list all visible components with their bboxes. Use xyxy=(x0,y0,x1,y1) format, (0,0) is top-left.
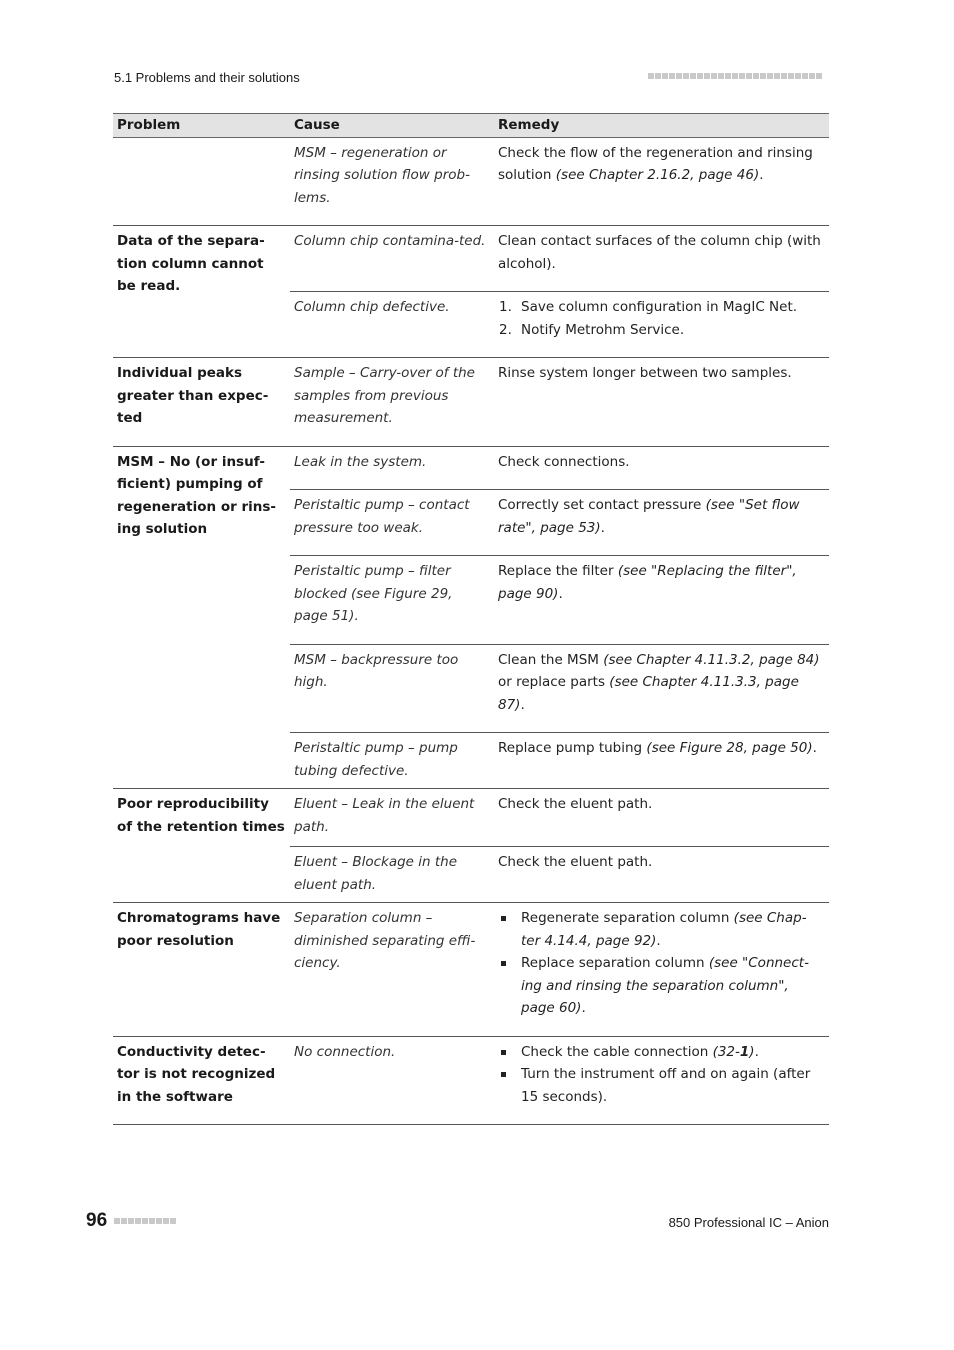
cause-cell: No connection. xyxy=(290,1036,494,1125)
cause-cell: Peristaltic pump – filter blocked (see Figure 29, page 51). xyxy=(290,556,494,645)
remedy-cell: Check the eluent path. xyxy=(494,789,829,847)
remedy-cell: Replace pump tubing (see Figure 28, page 50). xyxy=(494,733,829,789)
remedy-cell: Clean contact surfaces of the column chip (with alcohol). xyxy=(494,226,829,292)
bullet-list xyxy=(498,1041,825,1109)
problem-cell: Conductivity detec-tor is not recognized in the software xyxy=(113,1036,290,1125)
cause-cell: Eluent – Blockage in the eluent path. xyxy=(290,847,494,903)
list-item: Turn the instrument off and on again (after 15 seconds). xyxy=(498,1063,825,1108)
problem-cell: MSM – No (or insuf-ficient) pumping of regeneration or rins-ing solution xyxy=(113,446,290,789)
cross-reference: (see Chapter 4.11.3.2, page 84) xyxy=(603,651,820,668)
header-remedy: Remedy xyxy=(494,114,829,138)
list-item: Check the cable connection (32-1). xyxy=(498,1041,825,1064)
problem-cell xyxy=(113,137,290,226)
cross-reference: (see "Connect-ing and rinsing the separation column", page 60) xyxy=(521,955,809,1016)
list-item: Replace separation column (see "Connect-ing and rinsing the separation column", page 60). xyxy=(498,952,825,1020)
remedy-cell: Check the flow of the regeneration and rinsing solution (see Chapter 2.16.2, page 46). xyxy=(494,137,829,226)
table-row xyxy=(113,226,829,292)
table-row xyxy=(113,903,829,1037)
cross-reference: (see Chap-ter 4.14.4, page 92) xyxy=(521,910,807,949)
table-row xyxy=(113,446,829,490)
table-row xyxy=(113,358,829,447)
remedy-cell: Check connections. xyxy=(494,446,829,490)
cause-cell: Peristaltic pump – contact pressure too weak. xyxy=(290,490,494,556)
table-row xyxy=(113,789,829,847)
cross-reference: (see Chapter 4.11.3.3, page 87) xyxy=(498,674,799,713)
problem-cell: Individual peaks greater than expec-ted xyxy=(113,358,290,447)
header-decoration xyxy=(648,73,822,79)
problem-cell: Chromatograms have poor resolution xyxy=(113,903,290,1037)
problem-cell: Poor reproducibility of the retention times xyxy=(113,789,290,903)
product-name: 850 Professional IC – Anion xyxy=(668,1215,829,1230)
numbered-list xyxy=(498,296,825,341)
remedy-cell: Rinse system longer between two samples. xyxy=(494,358,829,447)
list-item: 1. Save column configuration in MagIC Net. xyxy=(499,299,798,315)
cross-reference: (see Figure 28, page 50) xyxy=(646,740,813,756)
cause-cell: Eluent – Leak in the eluent path. xyxy=(290,789,494,847)
header-problem: Problem xyxy=(113,114,290,138)
cause-cell: Peristaltic pump – pump tubing defective. xyxy=(290,733,494,789)
header-cause: Cause xyxy=(290,114,494,138)
cause-cell: MSM – regeneration or rinsing solution flow prob-lems. xyxy=(290,137,494,226)
remedy-cell: Replace the filter (see "Replacing the filter", page 90). xyxy=(494,556,829,645)
list-item: 2. Notify Metrohm Service. xyxy=(499,321,685,338)
remedy-cell xyxy=(494,292,829,358)
remedy-cell xyxy=(494,1036,829,1125)
remedy-cell: Clean the MSM (see Chapter 4.11.3.2, page 84) or replace parts (see Chapter 4.11.3.3, page 87). xyxy=(494,644,829,733)
remedy-cell xyxy=(494,903,829,1037)
cause-cell: Column chip contamina-ted. xyxy=(290,226,494,292)
callout-number: 1 xyxy=(739,1043,750,1060)
cause-cell: MSM – backpressure too high. xyxy=(290,644,494,733)
running-header: 5.1 Problems and their solutions xyxy=(114,70,300,85)
page-number: 96 xyxy=(86,1210,108,1231)
table-header-row xyxy=(113,114,829,138)
footer-decoration xyxy=(114,1218,176,1224)
remedy-cell: Check the eluent path. xyxy=(494,847,829,903)
problem-cell: Data of the separa-tion column cannot be read. xyxy=(113,226,290,358)
remedy-cell: Correctly set contact pressure (see "Set flow rate", page 53). xyxy=(494,490,829,556)
cross-reference: (see Chapter 2.16.2, page 46) xyxy=(555,167,760,183)
table-row xyxy=(113,1036,829,1125)
cross-reference: (see "Replacing the filter", page 90) xyxy=(498,563,797,602)
list-item: Regenerate separation column (see Chap-ter 4.14.4, page 92). xyxy=(498,907,825,952)
cause-cell: Separation column – diminished separating effi-ciency. xyxy=(290,903,494,1037)
cause-cell: Column chip defective. xyxy=(290,292,494,358)
troubleshooting-table xyxy=(113,113,829,1125)
table-row xyxy=(113,137,829,226)
bullet-list xyxy=(498,907,825,1020)
cause-cell: Leak in the system. xyxy=(290,446,494,490)
cause-cell: Sample – Carry-over of the samples from previous measurement. xyxy=(290,358,494,447)
cross-reference: (see "Set flow rate", page 53) xyxy=(498,497,800,536)
cross-reference: (32-1) xyxy=(712,1043,755,1060)
